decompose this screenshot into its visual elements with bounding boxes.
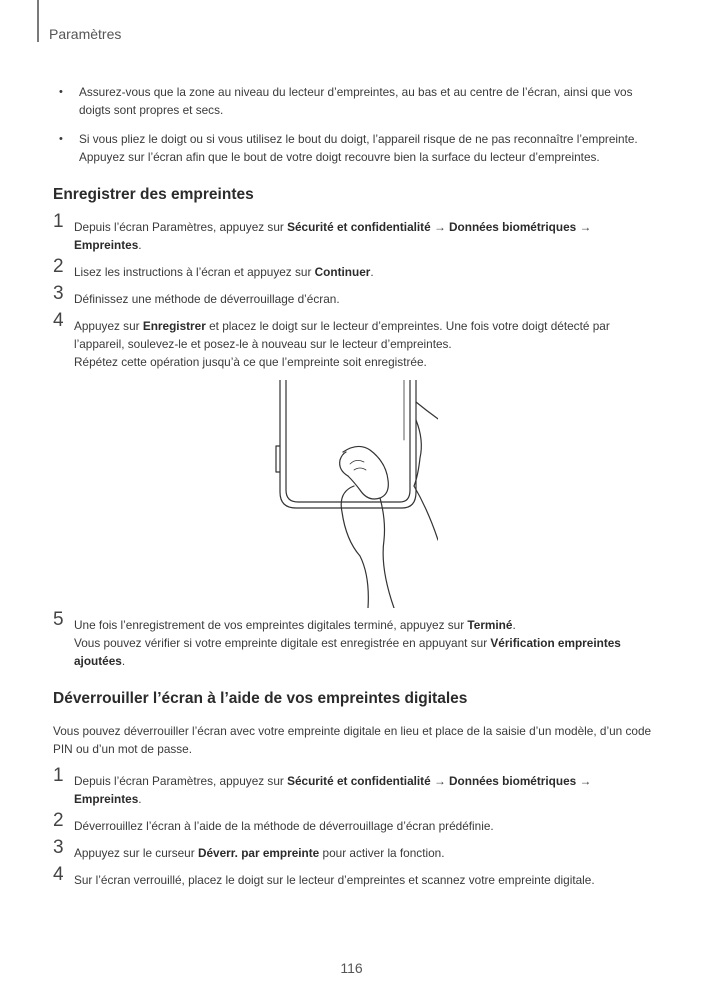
step-number: 5 [53,609,64,630]
bullet-text: Si vous pliez le doigt ou si vous utilisez le bout du doigt, l’appareil risque de ne pas reconnaître l’empreinte. Appuyez sur l’écran afin que le bout de votre doigt recouvre bien la surface du lecteur d’empreintes. [79,132,638,164]
step-item: 4 Appuyez sur Enregistrer et placez le doigt sur le lecteur d’empreintes. Une fois votre doigt détecté par l’appareil, soulevez-le et posez-le à nouveau sur le lecteur d’empreintes. Répétez cette opération jusqu’à ce que l’empreinte soit enregistrée. [53,310,610,369]
button-label: Enregistrer [142,319,206,333]
step-number: 4 [53,310,64,331]
list-item [53,83,653,119]
step-item: 5 Une fois l’enregistrement de vos empreintes digitales terminé, appuyez sur Terminé. Vous pouvez vérifier si votre empreinte digitale est enregistrée en appuyant sur Vérification empreintes ajoutées. [53,609,621,668]
button-label: Continuer [314,265,371,279]
page-number: 116 [340,960,363,976]
step-number: 3 [53,837,64,858]
step-item: 4 Sur l’écran verrouillé, placez le doigt sur le lecteur d’empreintes et scannez votre empreinte digitale. [53,864,595,887]
section-intro: Vous pouvez déverrouiller l’écran avec votre empreinte digitale en lieu et place de la saisie d’un modèle, d’un code PIN ou d’un mot de passe. [53,724,652,756]
menu-path: Données biométriques [449,220,577,234]
bullet-text: Assurez-vous que la zone au niveau du lecteur d’empreintes, au bas et au centre de l’écran, ainsi que vos doigts sont propres et secs. [79,85,633,117]
step-item: 3 Définissez une méthode de déverrouillage d’écran. [53,283,340,306]
page-content [53,83,653,898]
bullet-dot-icon: • [59,86,63,98]
tips-list [53,83,653,166]
fingerprint-illustration [53,380,653,612]
list-item [53,130,653,166]
register-steps [53,211,653,371]
section-heading-register: Enregistrer des empreintes [53,186,254,203]
header-rule [37,0,39,42]
menu-path: Empreintes [74,238,139,252]
menu-path: Sécurité et confidentialité [287,774,431,788]
step-number: 4 [53,864,64,885]
setting-label: Déverr. par empreinte [197,846,320,860]
step-item: 2 Déverrouillez l’écran à l’aide de la méthode de déverrouillage d’écran prédéfinie. [53,810,494,833]
button-label: Terminé [467,618,513,632]
step-item: 3 Appuyez sur le curseur Déverr. par empreinte pour activer la fonction. [53,837,445,860]
step-number: 1 [53,211,64,232]
step-number: 2 [53,256,64,277]
step-item: 1 Depuis l’écran Paramètres, appuyez sur Sécurité et confidentialité → Données biométriques → Empreintes. [53,211,592,252]
menu-path: Vérification empreintes ajoutées [74,636,621,668]
step-number: 1 [53,765,64,786]
step-item: 2 Lisez les instructions à l’écran et appuyez sur Continuer. [53,256,374,279]
register-steps-continued [53,609,653,670]
menu-path: Données biométriques [449,774,577,788]
unlock-steps [53,765,653,889]
menu-path: Empreintes [74,792,139,806]
step-item: 1 Depuis l’écran Paramètres, appuyez sur Sécurité et confidentialité → Données biométriques → Empreintes. [53,765,592,806]
bullet-dot-icon: • [59,133,63,145]
step-number: 3 [53,283,64,304]
step-number: 2 [53,810,64,831]
hand-on-phone-icon [268,380,438,608]
section-heading-unlock: Déverrouiller l’écran à l’aide de vos empreintes digitales [53,690,468,707]
page-header-title: Paramètres [49,26,122,42]
menu-path: Sécurité et confidentialité [287,220,431,234]
